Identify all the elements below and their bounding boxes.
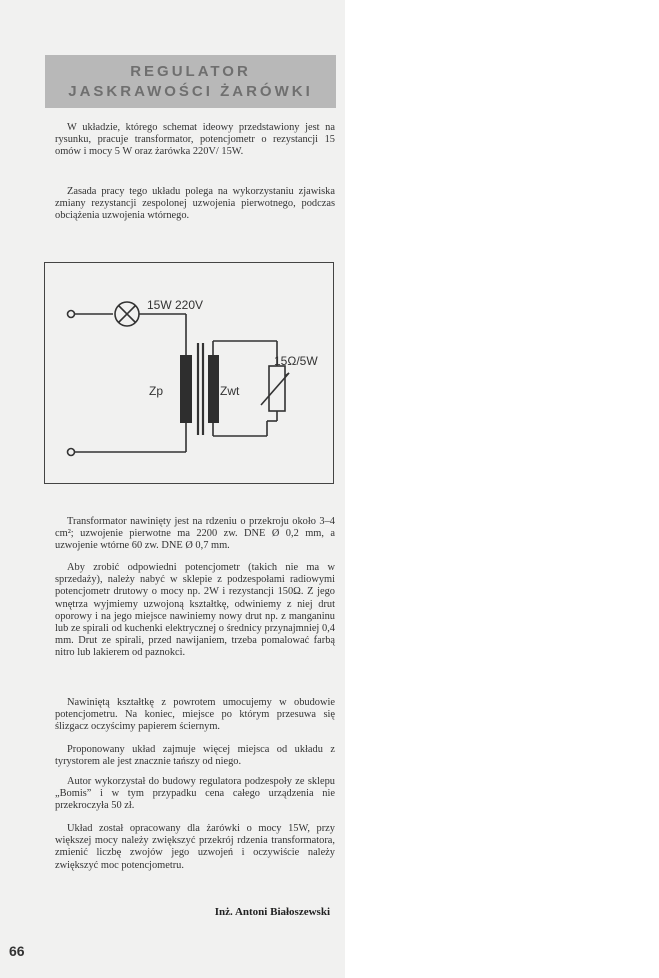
paragraph-intro: W układzie, którego schemat ideowy przedstawiony jest na rysunku, pracuje transformator, potencjometr o rezystancji 15 omów i mocy 5 W oraz żarówka 220V/ 15W. (55, 122, 335, 158)
secondary-winding (208, 355, 219, 423)
terminal-top (68, 311, 75, 318)
circuit-diagram (44, 262, 334, 484)
paragraph-transformer: Transformator nawinięty jest na rdzeniu o przekroju około 3–4 cm²; uzwojenie pierwotne ma 2200 zw. DNE Ø 0,2 mm, a uzwojenie wtórne 60 zw. DNE Ø 0,7 mm. (55, 516, 335, 552)
potentiometer-label: 15Ω/5W (274, 354, 318, 368)
title-line-2: JASKRAWOŚCI ŻARÓWKI (68, 83, 313, 100)
circuit-svg (45, 263, 335, 485)
paragraph-principle: Zasada pracy tego układu polega na wykorzystaniu zjawiska zmiany rezystancji zespolonej uzwojenia pierwotnego, podczas obciążenia uzwojenia wtórnego. (55, 186, 335, 222)
author-signature: Inż. Antoni Białoszewski (214, 906, 330, 918)
primary-winding (180, 355, 192, 423)
terminal-bottom (68, 449, 75, 456)
lamp-label: 15W 220V (147, 298, 204, 312)
title-line-1: REGULATOR (130, 63, 251, 80)
secondary-label: Zwt (220, 384, 240, 398)
primary-label: Zp (149, 384, 164, 398)
paragraph-comparison: Proponowany układ zajmuje więcej miejsca od układu z tyrystorem ale jest znacznie tańszy od niego. (55, 744, 335, 768)
title-banner (45, 55, 336, 108)
paragraph-scaling: Układ został opracowany dla żarówki o mocy 15W, przy większej mocy należy zwiększyć przekrój rdzenia transformatora, zmienić liczbę zwojów jego uzwojeń i oczywiście należy zwiększyć moc potencjometru. (55, 823, 335, 871)
paragraph-mounting: Nawiniętą kształtkę z powrotem umocujemy w obudowie potencjometru. Na koniec, miejsce po którym przesuwa się ślizgacz oczyścimy papierem ściernym. (55, 697, 335, 733)
paragraph-potentiometer: Aby zrobić odpowiedni potencjometr (takich nie ma w sprzedaży), należy nabyć w sklepie z podzespołami radiowymi potencjometr drutowy o mocy np. 2W i rezystancji 150Ω. Z jego wnętrza wyjmiemy uzwojoną kształtkę, odwiniemy z niej drut oporowy i na jego miejsce nawiniemy nowy drut np. z manganinu lub ze spirali od kuchenki elektrycznej o średnicy przynajmniej 0,4 mm. Drut ze spirali, przed nawijaniem, trzeba pomalować farbą nitro lub lakierem od paznokci. (55, 562, 335, 659)
paragraph-cost: Autor wykorzystał do budowy regulatora podzespoły ze sklepu „Bomis” i w tym przypadku cena całego urządzenia nie przekroczyła 50 zł. (55, 776, 335, 812)
page-number: 66 (9, 943, 25, 959)
